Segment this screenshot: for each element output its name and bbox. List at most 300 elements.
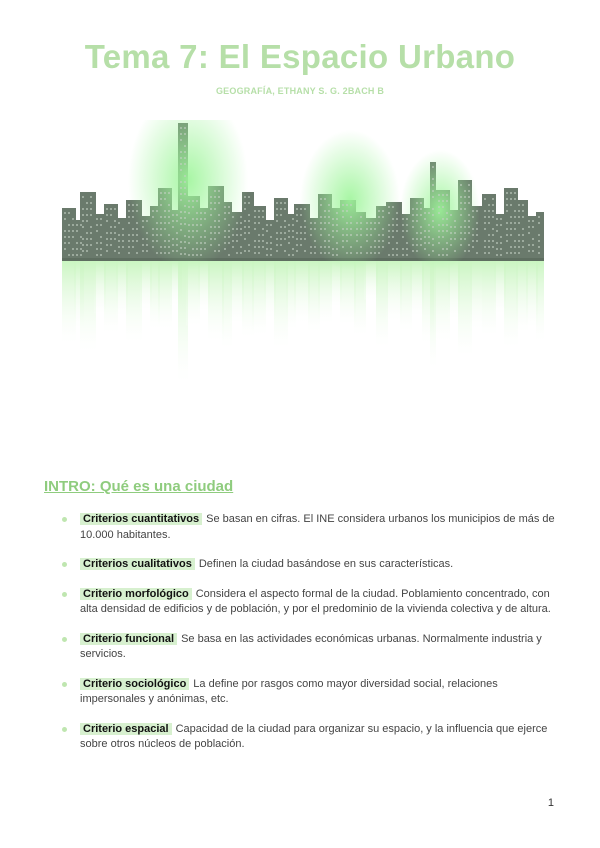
window (204, 212, 206, 214)
window (342, 234, 344, 236)
window (72, 218, 74, 220)
window (200, 236, 202, 238)
window (146, 220, 148, 222)
window (428, 230, 430, 232)
window (328, 216, 330, 218)
window (210, 238, 212, 240)
window (244, 238, 246, 240)
window (224, 248, 226, 250)
window (304, 238, 306, 240)
window (320, 204, 322, 206)
window (266, 230, 268, 232)
window (510, 216, 512, 218)
window (110, 244, 112, 246)
window (510, 198, 512, 200)
window (370, 246, 372, 248)
window (248, 214, 250, 216)
window (310, 234, 312, 236)
window (328, 210, 330, 212)
window (122, 240, 124, 242)
window (506, 252, 508, 254)
window (328, 252, 330, 254)
window (90, 244, 92, 246)
window (132, 204, 134, 206)
window (196, 224, 198, 226)
window (412, 250, 414, 252)
window (164, 228, 166, 230)
window (214, 250, 216, 252)
window (266, 242, 268, 244)
window (160, 246, 162, 248)
window (106, 244, 108, 246)
window (172, 238, 174, 240)
window (136, 228, 138, 230)
window (412, 244, 414, 246)
window (396, 224, 398, 226)
window (506, 234, 508, 236)
window (350, 222, 352, 224)
window (122, 228, 124, 230)
window (210, 202, 212, 204)
window (506, 228, 508, 230)
window (484, 246, 486, 248)
window (114, 250, 116, 252)
window (68, 212, 70, 214)
window (460, 184, 462, 186)
window (276, 244, 278, 246)
window (454, 220, 456, 222)
window (424, 242, 426, 244)
window (472, 210, 474, 212)
window (514, 228, 516, 230)
window (214, 190, 216, 192)
reflection-shape (294, 260, 310, 322)
window (240, 228, 242, 230)
window (176, 220, 178, 222)
window (320, 252, 322, 254)
window (232, 246, 234, 248)
window (244, 226, 246, 228)
window (442, 224, 444, 226)
window (484, 222, 486, 224)
window (332, 236, 334, 238)
window (204, 248, 206, 250)
window (488, 234, 490, 236)
building (62, 208, 76, 260)
window (270, 254, 272, 256)
window (320, 216, 322, 218)
window (492, 216, 494, 218)
reflection-shape (470, 260, 482, 329)
reflection-shape (536, 260, 544, 341)
window (96, 218, 98, 220)
window (156, 228, 158, 230)
window (446, 230, 448, 232)
window (180, 247, 182, 249)
window (292, 254, 294, 256)
window (232, 234, 234, 236)
window (300, 244, 302, 246)
window (244, 250, 246, 252)
window (292, 218, 294, 220)
window (510, 252, 512, 254)
window (82, 196, 84, 198)
window (270, 224, 272, 226)
window (86, 250, 88, 252)
window (164, 198, 166, 200)
window (336, 242, 338, 244)
window (438, 212, 440, 214)
window (328, 234, 330, 236)
window (80, 236, 82, 238)
window (172, 250, 174, 252)
window (446, 218, 448, 220)
window (180, 229, 182, 231)
window (136, 210, 138, 212)
window (184, 247, 186, 249)
window (280, 232, 282, 234)
window (240, 252, 242, 254)
window (360, 228, 362, 230)
window (172, 220, 174, 222)
window (432, 166, 434, 168)
window (244, 202, 246, 204)
window (132, 210, 134, 212)
window (184, 133, 186, 135)
window (210, 226, 212, 228)
window (402, 230, 404, 232)
window (76, 242, 78, 244)
window (284, 202, 286, 204)
window (488, 240, 490, 242)
window (180, 163, 182, 165)
window (218, 226, 220, 228)
window (168, 240, 170, 242)
window (128, 204, 130, 206)
window (86, 232, 88, 234)
window (432, 214, 434, 216)
window (128, 246, 130, 248)
window (374, 246, 376, 248)
window (210, 196, 212, 198)
window (248, 232, 250, 234)
window (244, 208, 246, 210)
window (460, 244, 462, 246)
window (496, 242, 498, 244)
window (442, 200, 444, 202)
reflection-shape (410, 260, 424, 316)
reflection-shape (274, 260, 288, 348)
window (192, 230, 194, 232)
window (370, 252, 372, 254)
window (382, 210, 384, 212)
window (506, 192, 508, 194)
window (378, 234, 380, 236)
window (90, 208, 92, 210)
window (72, 230, 74, 232)
window (288, 224, 290, 226)
criterion-term: Criterio morfológico (80, 588, 192, 600)
window (152, 228, 154, 230)
window (244, 220, 246, 222)
window (328, 204, 330, 206)
window (214, 196, 216, 198)
window (510, 204, 512, 206)
window (164, 252, 166, 254)
window (454, 232, 456, 234)
window (538, 216, 540, 218)
window (86, 244, 88, 246)
window (152, 210, 154, 212)
window (432, 196, 434, 198)
list-item (62, 632, 562, 663)
window (180, 199, 182, 201)
window (350, 246, 352, 248)
window (132, 234, 134, 236)
window (438, 242, 440, 244)
window (168, 222, 170, 224)
window (472, 234, 474, 236)
window (258, 246, 260, 248)
window (192, 254, 194, 256)
window (90, 238, 92, 240)
window (240, 234, 242, 236)
window (68, 230, 70, 232)
window (532, 244, 534, 246)
window (522, 210, 524, 212)
window (332, 248, 334, 250)
window (396, 212, 398, 214)
window (296, 244, 298, 246)
window (342, 210, 344, 212)
window (82, 220, 84, 222)
window (518, 246, 520, 248)
window (142, 226, 144, 228)
window (118, 252, 120, 254)
window (152, 216, 154, 218)
window (64, 218, 66, 220)
window (500, 248, 502, 250)
window (432, 220, 434, 222)
window (432, 178, 434, 180)
criterion-description: Se basa en las actividades económicas urbanas. Normalmente industria y servicios. (80, 632, 542, 660)
window (192, 248, 194, 250)
window (164, 210, 166, 212)
window (156, 222, 158, 224)
window (142, 238, 144, 240)
window (518, 252, 520, 254)
window (76, 254, 78, 256)
window (402, 236, 404, 238)
criterion-term: Criterio espacial (80, 723, 172, 735)
window (346, 228, 348, 230)
window (416, 250, 418, 252)
window (180, 241, 182, 243)
window (244, 196, 246, 198)
window (342, 246, 344, 248)
window (464, 202, 466, 204)
window (320, 234, 322, 236)
window (324, 216, 326, 218)
window (86, 238, 88, 240)
window (432, 184, 434, 186)
window (438, 236, 440, 238)
window (258, 234, 260, 236)
window (288, 236, 290, 238)
window (416, 202, 418, 204)
window (370, 234, 372, 236)
window (160, 234, 162, 236)
window (128, 240, 130, 242)
window (296, 220, 298, 222)
window (72, 236, 74, 238)
window (68, 254, 70, 256)
window (200, 218, 202, 220)
window (420, 208, 422, 210)
window (304, 220, 306, 222)
window (214, 226, 216, 228)
window (168, 234, 170, 236)
window (532, 226, 534, 228)
window (270, 242, 272, 244)
window (248, 226, 250, 228)
window (532, 238, 534, 240)
window (324, 228, 326, 230)
window (280, 244, 282, 246)
window (450, 238, 452, 240)
window (420, 238, 422, 240)
window (188, 200, 190, 202)
window (110, 232, 112, 234)
window (356, 240, 358, 242)
window (468, 214, 470, 216)
window (518, 216, 520, 218)
window (356, 234, 358, 236)
window (180, 133, 182, 135)
window (86, 202, 88, 204)
window (180, 181, 182, 183)
window (488, 222, 490, 224)
window (510, 222, 512, 224)
window (284, 238, 286, 240)
window (416, 244, 418, 246)
window (76, 224, 78, 226)
window (214, 220, 216, 222)
window (360, 252, 362, 254)
window (218, 202, 220, 204)
window (496, 248, 498, 250)
window (184, 211, 186, 213)
window (328, 222, 330, 224)
window (76, 230, 78, 232)
window (476, 210, 478, 212)
window (110, 226, 112, 228)
window (446, 242, 448, 244)
window (522, 204, 524, 206)
window (406, 248, 408, 250)
window (258, 210, 260, 212)
window (228, 236, 230, 238)
window (132, 228, 134, 230)
window (454, 226, 456, 228)
window (506, 222, 508, 224)
window (172, 244, 174, 246)
window (528, 232, 530, 234)
window (324, 252, 326, 254)
window (142, 220, 144, 222)
window (118, 246, 120, 248)
window (464, 208, 466, 210)
window (82, 250, 84, 252)
window (378, 246, 380, 248)
list-item (62, 587, 562, 618)
window (176, 250, 178, 252)
window (254, 216, 256, 218)
window (128, 234, 130, 236)
window (232, 228, 234, 230)
window (146, 232, 148, 234)
window (346, 240, 348, 242)
window (412, 220, 414, 222)
window (280, 208, 282, 210)
window (424, 236, 426, 238)
window (128, 222, 130, 224)
window (392, 230, 394, 232)
window (460, 196, 462, 198)
window (218, 196, 220, 198)
window (350, 234, 352, 236)
window (484, 252, 486, 254)
window (442, 236, 444, 238)
reflection-shape (430, 260, 436, 368)
window (284, 208, 286, 210)
page-subtitle: GEOGRAFÍA, ETHANY S. G. 2BACH B (215, 86, 385, 96)
window (196, 242, 198, 244)
window (320, 198, 322, 200)
window (416, 214, 418, 216)
criterion-term: Criterio funcional (80, 633, 177, 645)
window (514, 198, 516, 200)
window (236, 222, 238, 224)
window (276, 238, 278, 240)
window (106, 208, 108, 210)
window (450, 232, 452, 234)
window (528, 244, 530, 246)
window (428, 254, 430, 256)
window (320, 222, 322, 224)
window (224, 212, 226, 214)
window (270, 248, 272, 250)
window (500, 254, 502, 256)
reflection-shape (62, 260, 76, 343)
window (476, 252, 478, 254)
window (468, 226, 470, 228)
window (506, 204, 508, 206)
window (476, 240, 478, 242)
window (382, 228, 384, 230)
window (276, 250, 278, 252)
window (518, 204, 520, 206)
window (454, 250, 456, 252)
window (488, 252, 490, 254)
window (374, 222, 376, 224)
window (110, 238, 112, 240)
window (254, 252, 256, 254)
window (528, 220, 530, 222)
window (332, 230, 334, 232)
window (416, 232, 418, 234)
skyline-baseline (62, 258, 544, 261)
